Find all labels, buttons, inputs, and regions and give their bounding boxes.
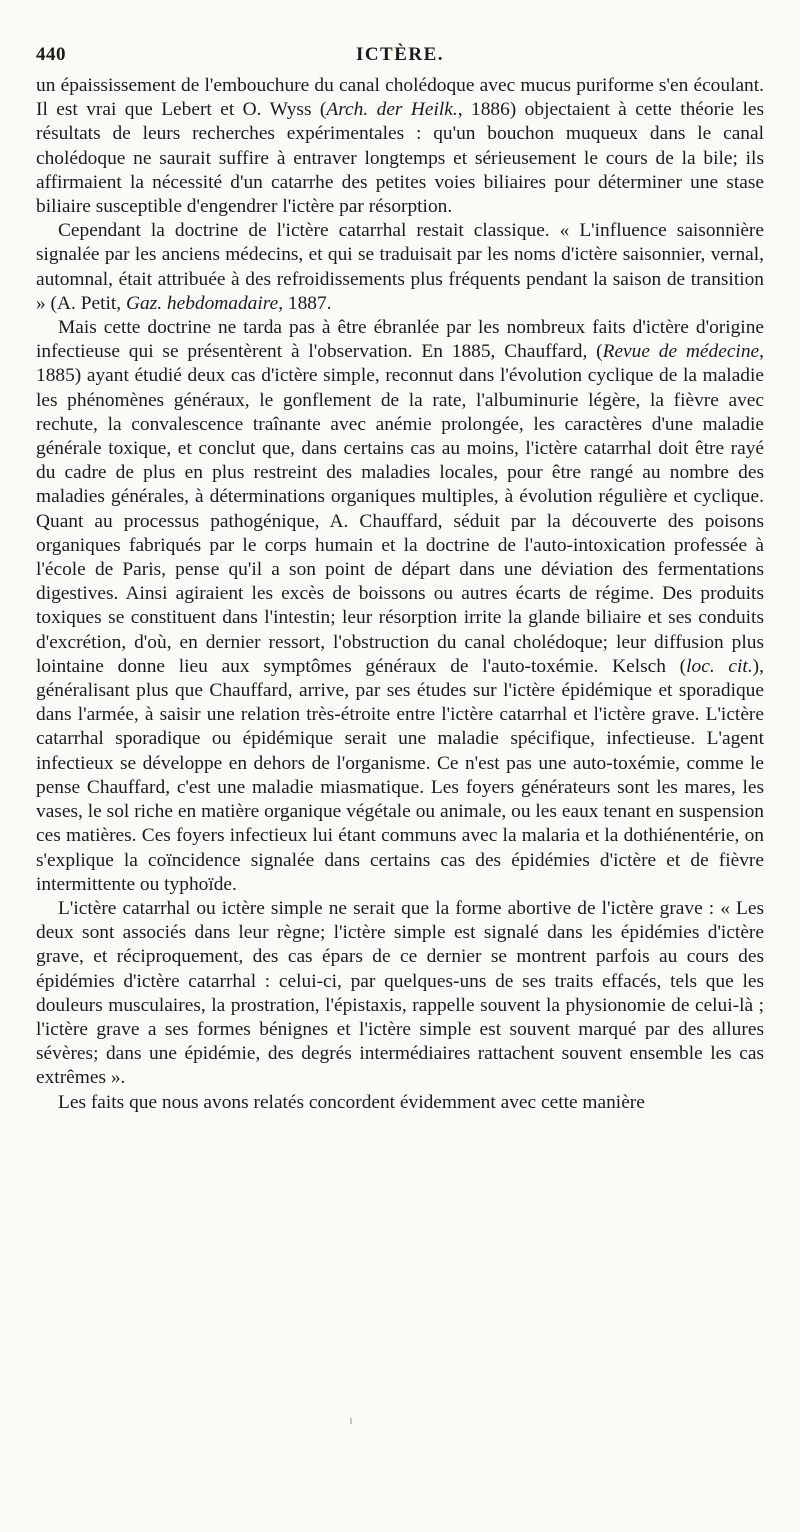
running-title: ICTÈRE.	[355, 44, 445, 65]
citation-italic: loc. cit.	[686, 655, 753, 677]
page-header	[36, 44, 764, 72]
page-mark	[350, 1418, 352, 1424]
citation-italic: Arch. der Heilk.	[326, 99, 458, 121]
paragraph	[36, 897, 764, 1091]
text-segment: , 1885) ayant étudié deux cas d'ictère simple, reconnut dans l'évolution cyclique de la maladie les phénomènes généraux, le gonflement de la rate, l'albuminurie légère, la fièvre avec rechute, la convalescence traînante avec anémie prolongée, les caractères d'une maladie générale toxique, et conclut que, dans certains cas au moins, l'ictère catarrhal doit être rayé du cadre de plus en plus restreint des maladies locales, pour être rangé au nombre des maladies générales, à déterminations organiques multiples, à évolution régulière et cyclique. Quant au processus pathogénique, A. Chauffard, séduit par la découverte des poisons organiques fabriqués par le corps humain et la doctrine de l'auto-intoxication professée à l'école de Paris, pense qu'il a son point de départ dans une déviation des fermentations digestives. Ainsi agiraient les excès de boissons ou autres écarts de régime. Des produits toxiques se constituent dans l'intestin; leur résorption irrite la glande biliaire et ses conduits d'excrétion, d'où, en dernier ressort, l'obstruction du canal cholédoque; leur diffusion plus lointaine donne lieu aux symptômes généraux de l'auto-toxémie. Kelsch (	[36, 341, 764, 677]
paragraph	[36, 74, 764, 219]
text-segment: L'ictère catarrhal ou ictère simple ne serait que la forme abortive de l'ictère grave : « Les deux sont associés dans leur règne; l'ictère simple est signalé dans les épidémies d'ictère grave, et réciproquement, des cas épars de ce dernier se montrent parfois au cours des épidémies d'ictère catarrhal : celui-ci, par quelques-uns de ses traits effacés, tels que les douleurs musculaires, la prostration, l'épistaxis, rappelle souvent la physionomie de celui-là ; l'ictère grave a ses formes bénignes et l'ictère simple est souvent marqué par des allures sévères; dans une épidémie, des degrés intermédiaires rattachent souvent ensemble les cas extrêmes ».	[36, 897, 764, 1089]
text-segment: , 1887.	[278, 292, 332, 314]
paragraph	[36, 1091, 764, 1115]
paragraph	[36, 219, 764, 316]
page-number: 440	[36, 44, 66, 65]
citation-italic: Gaz. hebdomadaire	[125, 292, 279, 314]
text-segment: un épaississement de l'embouchure du canal cholédoque avec mucus puriforme s'en écoulant. Il est vrai que Lebert et O. Wyss (	[36, 75, 764, 121]
text-segment: Cependant la doctrine de l'ictère catarrhal restait classique. « L'influence saisonnière signalée par les anciens médecins, et qui se traduisait par les noms d'ictère saisonnier, vernal, automnal, était attribuée à des refroidissements plus fréquents pendant la saison de transition » (A. Petit,	[36, 220, 764, 314]
citation-italic: Revue de médecine	[602, 341, 760, 363]
body-text	[36, 74, 764, 1115]
text-segment: Les faits que nous avons relatés concordent évidemment avec cette manière	[58, 1091, 645, 1113]
text-segment: ), généralisant plus que Chauffard, arrive, par ses études sur l'ictère épidémique et sporadique dans l'armée, à saisir une relation très-étroite entre l'ictère catarrhal et l'ictère grave. L'ictère catarrhal sporadique ou épidémique serait une maladie spécifique, infectieuse. L'agent infectieux se développe en dehors de l'organisme. Ce n'est pas une auto-toxémie, comme le pense Chauffard, c'est une maladie miasmatique. Les foyers générateurs sont les mares, les vases, le sol riche en matière organique végétale ou animale, ou les eaux tenant en suspension ces matières. Ces foyers infectieux lui étant communs avec la malaria et la dothiénentérie, on s'explique la coïncidence signalée dans certains cas des épidémies d'ictère et de fièvre intermittente ou typhoïde.	[36, 655, 764, 895]
text-segment: , 1886) objectaient à cette théorie les résultats de leurs recherches expérimentales : qu'un bouchon muqueux dans le canal cholédoque ne saurait suffire à entraver longtemps et sérieusement le cours de la bile; ils affirmaient la nécessité d'un catarrhe des petites voies biliaires pour déterminer une stase biliaire susceptible d'engendrer l'ictère par résorption.	[36, 99, 765, 218]
text-segment: Mais cette doctrine ne tarda pas à être ébranlée par les nombreux faits d'ictère d'origine infectieuse qui se présentèrent à l'observation. En 1885, Chauffard, (	[36, 317, 764, 363]
paragraph	[36, 316, 764, 897]
